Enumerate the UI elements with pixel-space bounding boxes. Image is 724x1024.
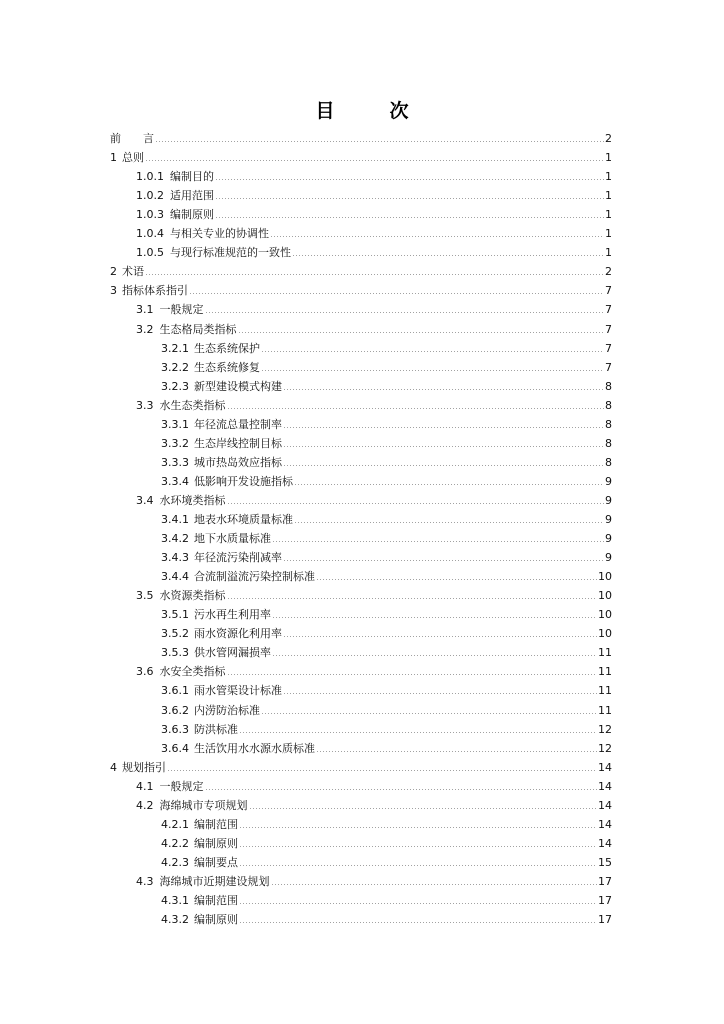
toc-entry[interactable] [136,793,612,812]
toc-entry-page-number: 1 [605,208,612,222]
toc-entry[interactable] [136,869,612,888]
toc-entry-label: 规划指引 [122,760,166,774]
toc-entry-number: 3.6.1 [161,684,189,698]
dot-leader [249,808,598,809]
toc-entry-number: 1.0.4 [136,227,164,241]
toc-entry[interactable] [161,431,612,450]
toc-entry-label: 防洪标准 [194,722,238,736]
dot-leader [283,427,604,428]
dot-leader [227,598,598,599]
toc-entry-label: 适用范围 [170,189,214,203]
dot-leader [283,693,597,694]
toc-entry[interactable] [136,583,612,602]
dot-leader [272,617,597,618]
dot-leader [272,541,604,542]
toc-entry-number: 4.2 [136,798,154,812]
toc-entry-label: 指标体系指引 [122,284,188,298]
toc-entry-number: 3.5.3 [161,646,189,660]
dot-leader [205,789,598,790]
toc-entry-number: 4 [110,760,117,774]
toc-entry-number: 3.4.1 [161,513,189,526]
toc-entry-page-number: 15 [598,855,612,869]
toc-entry[interactable] [161,374,612,393]
dot-leader [283,465,604,466]
toc-entry[interactable] [161,698,612,717]
dot-leader [215,198,604,199]
dot-leader [227,503,605,504]
toc-entry-page-number: 7 [605,360,612,374]
dot-leader [270,236,604,237]
toc-entry[interactable] [110,259,612,278]
toc-entry-label: 年径流污染削减率 [194,551,282,565]
toc-entry-label: 前 言 [110,132,154,145]
toc-entry-label: 雨水资源化利用率 [194,627,282,641]
dot-leader [238,332,605,333]
toc-entry-page-number: 9 [605,474,612,488]
toc-entry-page-number: 8 [605,379,612,393]
toc-entry-number: 3.4.4 [161,570,189,584]
toc-entry-page-number: 11 [598,665,612,679]
toc-entry-label: 合流制溢流污染控制标准 [194,570,315,584]
toc-entry-number: 3.4.3 [161,551,189,565]
toc-entry-number: 4.1 [136,779,154,793]
toc-entry[interactable] [136,240,612,259]
toc-entry-page-number: 14 [598,817,612,831]
toc-entry[interactable] [136,297,612,316]
toc-entry-number: 3.1 [136,303,154,317]
toc-entry-number: 1.0.2 [136,189,164,203]
toc-entry-label: 生活饮用水水源水质标准 [194,741,315,755]
toc-entry-page-number: 8 [605,455,612,469]
dot-leader [215,217,604,218]
toc-entry-label: 生态系统修复 [194,360,260,374]
toc-entry-label: 海绵城市近期建设规划 [159,874,270,888]
dot-leader [283,636,597,637]
toc-entry-page-number: 7 [605,341,612,355]
dot-leader [283,560,604,561]
toc-entry-page-number: 9 [605,513,612,526]
toc-entry-number: 1.0.3 [136,208,164,222]
toc-entry-number: 3.6 [136,665,154,679]
toc-entry[interactable] [136,221,612,240]
toc-entry-label: 供水管网漏损率 [194,646,271,660]
toc-entry-number: 3.5.1 [161,608,189,622]
toc-entry-number: 4.3 [136,874,154,888]
toc-entry-page-number: 14 [598,760,612,774]
toc-entry-label: 编制目的 [170,170,214,184]
dot-leader [145,160,604,161]
dot-leader [261,370,604,371]
toc-entry[interactable] [161,736,612,755]
toc-entry-page-number: 11 [598,684,612,698]
toc-entry-number: 3.4 [136,493,154,507]
dot-leader [271,884,598,885]
toc-entry[interactable] [161,717,612,736]
toc-entry-number: 3 [110,284,117,298]
page-title: 目 次 [315,100,427,122]
toc-entry-number: 1 [110,151,117,165]
toc-entry[interactable] [161,469,612,488]
toc-entry-label: 水安全类指标 [159,665,226,679]
toc-entry-label: 编制范围 [194,817,238,831]
toc-entry[interactable] [136,659,612,678]
toc-entry-page-number: 17 [598,874,612,888]
toc-entry-page-number: 17 [598,913,612,927]
toc-entry[interactable] [161,850,612,869]
dot-leader [294,484,604,485]
toc-entry-number: 4.3.1 [161,894,189,907]
toc-entry-page-number: 1 [605,189,612,203]
toc-entry-page-number: 10 [598,627,612,641]
toc-entry[interactable] [161,450,612,469]
toc-entry-label: 编制要点 [194,855,238,869]
dot-leader [167,770,597,771]
toc-entry-number: 3.3.4 [161,474,189,488]
dot-leader [189,293,604,294]
toc-entry-label: 地下水质量标准 [194,532,271,546]
toc-entry-number: 3.3.3 [161,455,189,469]
toc-entry-label: 新型建设模式构建 [194,379,282,393]
toc-entry[interactable] [136,164,612,183]
toc-entry[interactable] [161,812,612,831]
toc-entry-label: 编制原则 [194,836,238,850]
toc-entry-page-number: 7 [605,322,612,336]
toc-entry-label: 编制原则 [194,913,238,927]
toc-entry-label: 年径流总量控制率 [194,417,282,431]
toc-entry[interactable] [161,907,612,926]
toc-entry-page-number: 7 [605,303,612,317]
toc-entry[interactable] [161,602,612,621]
dot-leader [239,732,597,733]
dot-leader [316,751,597,752]
dot-leader [239,846,597,847]
dot-leader [261,351,604,352]
dot-leader [283,446,604,447]
toc-entry-label: 水生态类指标 [159,398,226,412]
toc-entry-label: 生态岸线控制目标 [194,436,282,450]
toc-entry-number: 3.6.2 [161,703,189,717]
toc-entry-label: 地表水环境质量标准 [194,513,293,526]
toc-entry-page-number: 10 [598,589,612,603]
toc-entry-page-number: 14 [598,836,612,850]
toc-entry[interactable] [136,488,612,507]
toc-entry-page-number: 10 [598,608,612,622]
toc-entry-page-number: 14 [598,798,612,812]
toc-entry-number: 3.5 [136,589,154,603]
dot-leader [316,579,597,580]
toc-entry-label: 与相关专业的协调性 [170,227,269,241]
toc-entry-label: 雨水管渠设计标准 [194,684,282,698]
toc-entry-page-number: 2 [605,265,612,279]
dot-leader [227,408,605,409]
dot-leader [292,255,604,256]
toc-entry-number: 1.0.1 [136,170,164,184]
toc-entry[interactable] [161,412,612,431]
dot-leader [261,713,597,714]
toc-entry[interactable] [161,526,612,545]
toc-entry[interactable] [161,888,612,907]
toc-entry-label: 编制范围 [194,894,238,907]
toc-entry-number: 3.2 [136,322,154,336]
toc-entry-page-number: 9 [605,532,612,546]
dot-leader [283,389,604,390]
toc-entry-number: 3.2.2 [161,360,189,374]
toc-entry[interactable] [161,336,612,355]
toc-entry-page-number: 14 [598,779,612,793]
toc-entry-page-number: 12 [598,741,612,755]
toc-entry[interactable] [110,145,612,164]
toc-entry-page-number: 1 [605,170,612,184]
toc-entry-page-number: 10 [598,570,612,584]
toc-entry-page-number: 9 [605,551,612,565]
toc-entry-page-number: 17 [598,894,612,907]
dot-leader [205,312,605,313]
toc-entry-page-number: 1 [605,227,612,241]
dot-leader [239,827,597,828]
toc-entry-label: 与现行标准规范的一致性 [170,246,291,260]
toc-entry-number: 4.2.3 [161,855,189,869]
toc-entry-page-number: 8 [605,417,612,431]
toc-entry-page-number: 2 [605,132,612,145]
toc-entry-label: 低影响开发设施指标 [194,474,293,488]
toc-entry-page-number: 12 [598,722,612,736]
toc-entry-number: 3.3 [136,398,154,412]
toc-entry-page-number: 1 [605,246,612,260]
dot-leader [239,903,597,904]
toc-entry-label: 一般规定 [159,779,204,793]
toc-entry-number: 3.2.3 [161,379,189,393]
dot-leader [239,865,597,866]
toc-entry[interactable] [161,640,612,659]
toc-entry-label: 海绵城市专项规划 [159,798,248,812]
toc-entry-number: 3.3.2 [161,436,189,450]
toc-entry[interactable] [161,507,612,526]
toc-entry-page-number: 8 [605,398,612,412]
toc-entry-number: 4.2.2 [161,836,189,850]
toc-entry-number: 3.5.2 [161,627,189,641]
toc-entry-page-number: 11 [598,646,612,660]
toc-entry-page-number: 1 [605,151,612,165]
toc-entry[interactable] [136,393,612,412]
toc-entry-page-number: 8 [605,436,612,450]
toc-entry-label: 内涝防治标准 [194,703,260,717]
dot-leader [239,922,597,923]
toc-entry-number: 3.4.2 [161,532,189,546]
toc-entry-page-number: 11 [598,703,612,717]
toc-entry-label: 水资源类指标 [159,589,226,603]
toc-entry[interactable] [136,317,612,336]
toc-entry-label: 生态系统保护 [194,341,260,355]
toc-entry-number: 4.3.2 [161,913,189,927]
toc-entry-label: 总则 [122,151,144,165]
dot-leader [145,274,604,275]
dot-leader [215,179,604,180]
toc-entry-page-number: 9 [605,493,612,507]
dot-leader [155,141,604,142]
toc-entry-page-number: 7 [605,284,612,298]
toc-entry-label: 一般规定 [159,303,204,317]
dot-leader [272,655,597,656]
toc-entry[interactable] [110,126,612,145]
toc-entry[interactable] [161,564,612,583]
dot-leader [227,674,598,675]
toc-entry-label: 术语 [122,265,144,279]
toc-entry-number: 2 [110,265,117,279]
toc-entry-label: 城市热岛效应指标 [194,455,282,469]
toc-entry-number: 3.6.4 [161,741,189,755]
toc-entry-number: 3.2.1 [161,341,189,355]
dot-leader [294,522,604,523]
toc-entry[interactable] [161,831,612,850]
toc-entry[interactable] [161,355,612,374]
toc-entry-number: 3.3.1 [161,417,189,431]
toc-entry[interactable] [110,278,612,297]
toc-entry[interactable] [136,202,612,221]
toc-entry-number: 3.6.3 [161,722,189,736]
toc-entry-label: 水环境类指标 [159,493,226,507]
toc-entry[interactable] [161,621,612,640]
toc-entry-label: 生态格局类指标 [159,322,237,336]
toc-entry[interactable] [161,545,612,564]
toc-entry[interactable] [110,755,612,774]
toc-entry-label: 污水再生利用率 [194,608,271,622]
toc-entry-number: 1.0.5 [136,246,164,260]
toc-entry[interactable] [136,183,612,202]
toc-entry[interactable] [136,774,612,793]
toc-entry-label: 编制原则 [170,208,214,222]
toc-entry[interactable] [161,678,612,697]
toc-entry-number: 4.2.1 [161,817,189,831]
